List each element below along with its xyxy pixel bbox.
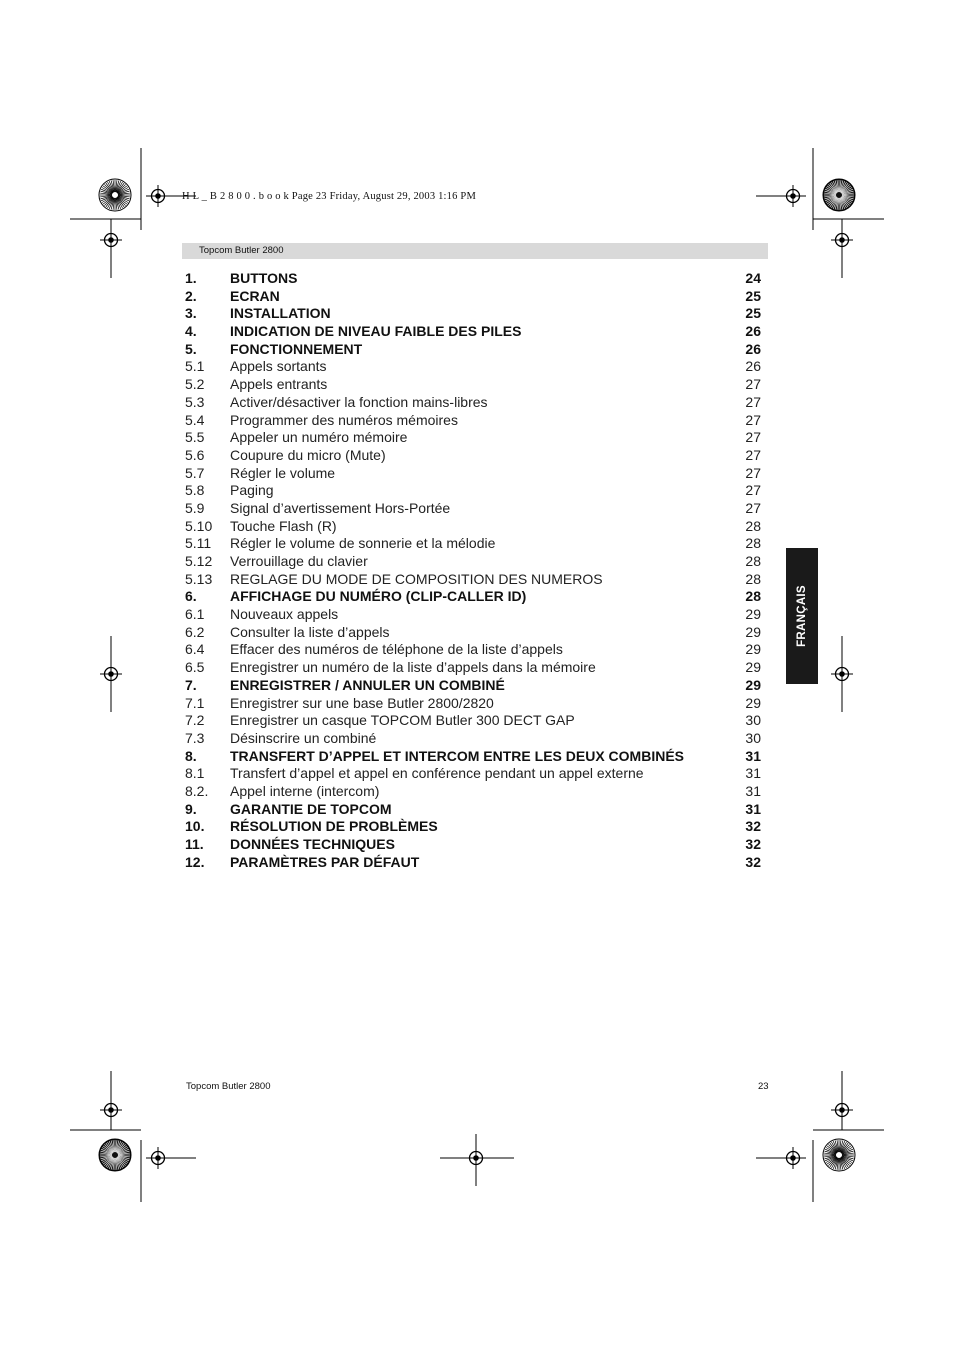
toc-entry — [185, 482, 761, 500]
running-header-bar — [182, 243, 768, 259]
toc-entry-title: BUTTONS — [230, 270, 298, 286]
page-number: 23 — [758, 1081, 769, 1092]
toc-entry-title: DONNÉES TECHNIQUES — [230, 836, 395, 852]
toc-entry-title: INDICATION DE NIVEAU FAIBLE DES PILES — [230, 323, 522, 340]
toc-entry — [185, 712, 761, 730]
toc-entry — [185, 394, 761, 412]
toc-entry-number: 12. — [185, 853, 205, 870]
toc-entry — [185, 801, 761, 819]
toc-entry-number: 3. — [185, 305, 197, 322]
toc-entry-page: 24 — [745, 270, 761, 286]
toc-entry-page: 29 — [745, 659, 761, 676]
toc-entry — [185, 305, 761, 323]
toc-entry — [185, 659, 761, 677]
toc-entry-number: 5.7 — [185, 464, 205, 481]
toc-entry-page: 29 — [745, 641, 761, 658]
toc-entry — [185, 641, 761, 659]
toc-entry-page: 25 — [745, 305, 761, 322]
toc-entry-title: RÉSOLUTION DE PROBLÈMES — [230, 818, 438, 835]
toc-entry-title: ECRAN — [230, 287, 280, 304]
toc-entry — [185, 447, 761, 465]
toc-entry — [185, 783, 761, 801]
toc-entry — [185, 535, 761, 553]
toc-entry — [185, 748, 761, 766]
running-header-title: Topcom Butler 2800 — [199, 245, 284, 256]
toc-entry-title: PARAMÈTRES PAR DÉFAUT — [230, 853, 420, 870]
toc-entry-page: 29 — [745, 694, 761, 711]
toc-entry-page: 28 — [745, 517, 761, 534]
toc-entry-title: Programmer des numéros mémoires — [230, 411, 458, 428]
toc-entry — [185, 818, 761, 836]
toc-entry-page: 27 — [745, 446, 761, 463]
toc-entry-page: 27 — [745, 482, 761, 499]
print-slug-line: H L _ B 2 8 0 0 . b o o k Page 23 Friday, August 29, 2003 1:16 PM — [182, 191, 476, 202]
toc-entry-number: 5.10 — [185, 517, 213, 534]
toc-entry-title: Verrouillage du clavier — [230, 553, 368, 569]
toc-entry-title: Appels sortants — [230, 358, 327, 375]
toc-entry — [185, 358, 761, 376]
toc-entry-page: 27 — [745, 376, 761, 393]
language-tab — [786, 548, 818, 684]
toc-entry-title: INSTALLATION — [230, 305, 331, 322]
toc-entry-page: 27 — [745, 429, 761, 446]
toc-entry-number: 5.4 — [185, 411, 205, 428]
toc-entry-number: 7. — [185, 676, 197, 693]
toc-entry-number: 5.12 — [185, 553, 213, 569]
toc-entry-page: 32 — [745, 836, 761, 852]
toc-entry-page: 28 — [745, 553, 761, 569]
toc-entry-number: 5.13 — [185, 570, 213, 587]
toc-entry-page: 26 — [745, 340, 761, 357]
toc-entry-title: Nouveaux appels — [230, 606, 339, 623]
toc-entry-number: 9. — [185, 800, 197, 817]
toc-entry-number: 5.6 — [185, 446, 205, 463]
toc-entry-number: 6.4 — [185, 641, 205, 658]
toc-entry — [185, 376, 761, 394]
toc-entry-page: 29 — [745, 606, 761, 623]
language-tab-label: FRANÇAIS — [796, 585, 808, 647]
toc-entry-title: Enregistrer un numéro de la liste d’appels dans la mémoire — [230, 659, 596, 676]
toc-entry-page: 31 — [745, 747, 761, 764]
toc-entry — [185, 412, 761, 430]
toc-entry-title: AFFICHAGE DU NUMÉRO (CLIP-CALLER ID) — [230, 588, 527, 605]
toc-entry-title: Désinscrire un combiné — [230, 729, 377, 746]
toc-entry-number: 11. — [185, 836, 204, 852]
toc-entry-page: 27 — [745, 499, 761, 516]
toc-entry-page: 31 — [745, 765, 761, 782]
toc-entry — [185, 854, 761, 872]
toc-entry-page: 32 — [745, 818, 761, 835]
toc-entry-page: 28 — [745, 588, 761, 605]
toc-entry-page: 27 — [745, 393, 761, 410]
toc-entry-title: Enregistrer un casque TOPCOM Butler 300 DECT GAP — [230, 712, 575, 729]
toc-entry-number: 5.11 — [185, 535, 212, 552]
toc-entry — [185, 571, 761, 589]
toc-entry-page: 32 — [745, 853, 761, 870]
toc-entry-number: 6.5 — [185, 659, 205, 676]
toc-entry-page: 26 — [745, 323, 761, 340]
toc-entry-number: 8.1 — [185, 765, 205, 782]
toc-entry-number: 6.2 — [185, 623, 205, 640]
toc-entry-title: Consulter la liste d’appels — [230, 623, 390, 640]
toc-entry — [185, 553, 761, 571]
toc-entry-page: 30 — [745, 729, 761, 746]
toc-entry-number: 5.3 — [185, 393, 205, 410]
toc-entry — [185, 465, 761, 483]
toc-entry-number: 4. — [185, 323, 197, 340]
toc-entry-number: 8. — [185, 747, 197, 764]
toc-entry-number: 1. — [185, 270, 197, 286]
toc-entry-number: 7.3 — [185, 729, 205, 746]
toc-entry-title: Activer/désactiver la fonction mains-libres — [230, 393, 488, 410]
toc-entry-page: 29 — [745, 623, 761, 640]
toc-entry-title: GARANTIE DE TOPCOM — [230, 800, 392, 817]
toc-entry — [185, 288, 761, 306]
toc-entry-title: Coupure du micro (Mute) — [230, 446, 386, 463]
toc-entry-title: Touche Flash (R) — [230, 517, 337, 534]
toc-entry — [185, 730, 761, 748]
toc-entry-title: Transfert d’appel et appel en conférence pendant un appel externe — [230, 765, 644, 782]
toc-entry-number: 2. — [185, 287, 197, 304]
toc-entry-number: 7.1 — [185, 694, 205, 711]
toc-entry-page: 26 — [745, 358, 761, 375]
toc-entry-title: Appel interne (intercom) — [230, 782, 380, 799]
toc-entry-number: 6.1 — [185, 606, 205, 623]
toc-entry-page: 27 — [745, 411, 761, 428]
toc-entry-page: 30 — [745, 712, 761, 729]
toc-entry — [185, 836, 761, 854]
toc-entry-title: Régler le volume de sonnerie et la mélodie — [230, 535, 496, 552]
toc-entry-page: 29 — [745, 676, 761, 693]
toc-entry-title: TRANSFERT D’APPEL ET INTERCOM ENTRE LES DEUX COMBINÉS — [230, 747, 684, 764]
toc-entry-title: Effacer des numéros de téléphone de la liste d’appels — [230, 641, 563, 658]
toc-entry-title: REGLAGE DU MODE DE COMPOSITION DES NUMEROS — [230, 570, 603, 587]
toc-entry-number: 5.2 — [185, 376, 205, 393]
toc-entry-title: Appels entrants — [230, 376, 328, 393]
toc-entry-number: 5.5 — [185, 429, 205, 446]
toc-entry — [185, 624, 761, 642]
toc-entry-page: 28 — [745, 570, 761, 587]
toc-entry — [185, 323, 761, 341]
toc-entry-page: 28 — [745, 535, 761, 552]
toc-entry-title: Paging — [230, 482, 274, 499]
toc-entry — [185, 588, 761, 606]
toc-entry-title: Régler le volume — [230, 464, 336, 481]
toc-entry-number: 5.1 — [185, 358, 205, 375]
toc-entry-number: 6. — [185, 588, 197, 605]
toc-entry-page: 25 — [745, 287, 761, 304]
toc-entry-title: ENREGISTRER / ANNULER UN COMBINÉ — [230, 676, 505, 693]
footer-title: Topcom Butler 2800 — [186, 1081, 271, 1092]
toc-entry-title: Enregistrer sur une base Butler 2800/2820 — [230, 694, 494, 711]
toc-entry — [185, 765, 761, 783]
toc-entry-page: 27 — [745, 464, 761, 481]
table-of-contents — [185, 270, 761, 871]
toc-entry-number: 5.8 — [185, 482, 205, 499]
toc-entry — [185, 677, 761, 695]
toc-entry-title: Appeler un numéro mémoire — [230, 429, 408, 446]
toc-entry-number: 5.9 — [185, 499, 205, 516]
toc-entry-title: FONCTIONNEMENT — [230, 340, 363, 357]
toc-entry — [185, 518, 761, 536]
toc-entry — [185, 606, 761, 624]
toc-entry-number: 7.2 — [185, 712, 205, 729]
toc-entry-page: 31 — [745, 782, 761, 799]
toc-entry — [185, 270, 761, 288]
toc-entry-title: Signal d’avertissement Hors-Portée — [230, 499, 451, 516]
toc-entry — [185, 695, 761, 713]
toc-entry — [185, 429, 761, 447]
toc-entry — [185, 341, 761, 359]
toc-entry-number: 8.2. — [185, 782, 209, 799]
toc-entry-number: 5. — [185, 340, 197, 357]
toc-entry-number: 10. — [185, 818, 205, 835]
toc-entry-page: 31 — [745, 800, 761, 817]
toc-entry — [185, 500, 761, 518]
